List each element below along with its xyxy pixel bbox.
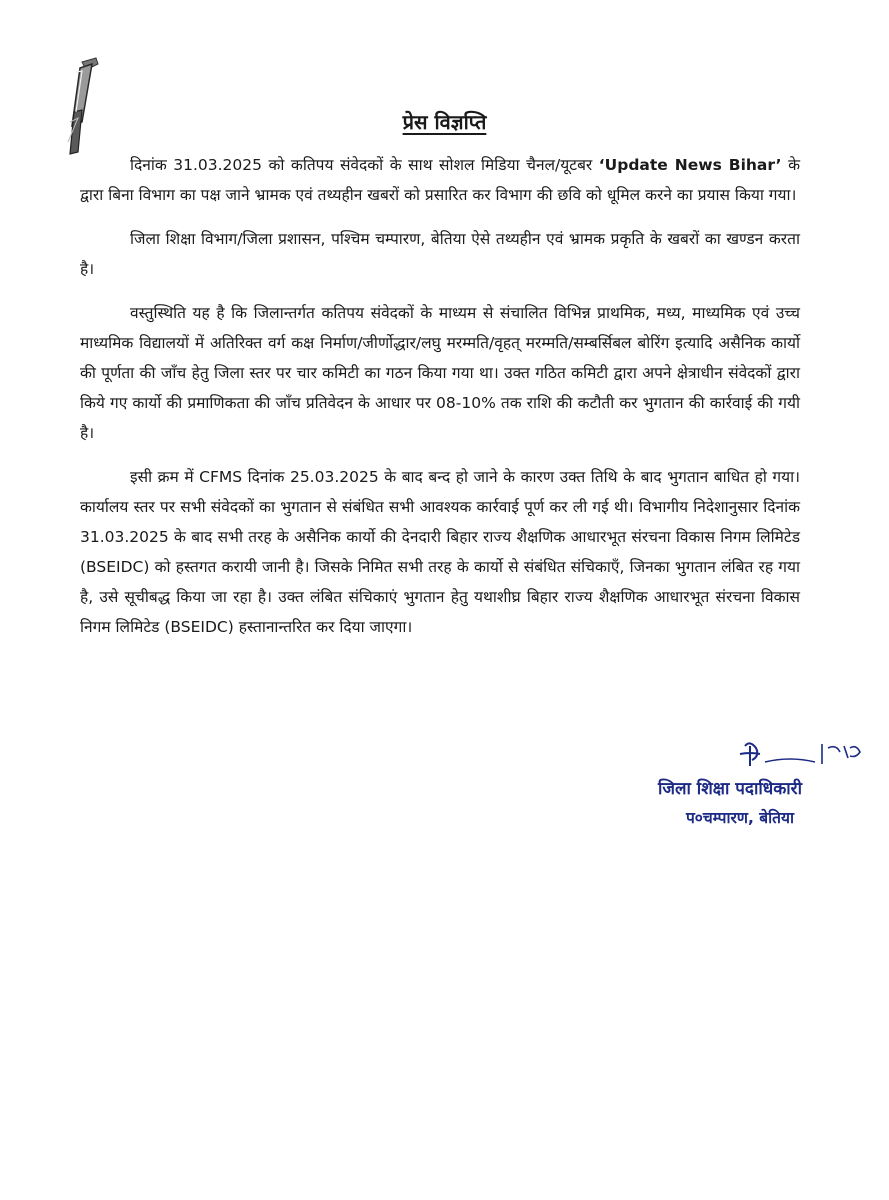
signatory-location: प०चम्पारण, बेतिया: [685, 809, 794, 827]
signatory-title: जिला शिक्षा पदाधिकारी: [657, 779, 803, 799]
paragraph-3: वस्तुस्थिति यह है कि जिलान्तर्गत कतिपय संवेदकों के माध्यम से संचालित विभिन्न प्राथमिक, मध्य, माध्यमिक एवं उच्च माध्यमिक विद्यालयों में अतिरिक्त वर्ग कक्ष निर्माण/जीर्णोद्धार/लघु मरम्मति/वृहत् मरम्मति/सम्बर्सिबल बोरिंग इत्यादि असैनिक कार्यो की पूर्णता की जाँच हेतु जिला स्तर पर चार कमिटी का गठन किया गया था। उक्त गठित कमिटी द्वारा अपने क्षेत्राधीन संवेदकों द्वारा किये गए कार्यो की प्रमाणिकता की जाँच प्रतिवेदन के आधार पर 08-10% तक राशि की कटौती कर भुगतान की कार्रवाई की गयी है।: [80, 304, 800, 442]
paragraph-1: [80, 150, 800, 210]
page-title: [0, 108, 889, 135]
title-text: प्रेस विज्ञप्ति: [402, 110, 487, 134]
paragraph-1-channel-name: ‘Update News Bihar’: [598, 156, 782, 174]
paragraph-1-before: दिनांक 31.03.2025 को कतिपय संवेदकों के साथ सोशल मिडिया चैनल/यूटबर: [130, 156, 599, 174]
paragraph-2: जिला शिक्षा विभाग/जिला प्रशासन, पश्चिम चम्पारण, बेतिया ऐसे तथ्यहीन एवं भ्रामक प्रकृति के खबरों का खण्डन करता है।: [80, 230, 800, 278]
paragraph-1-after: के द्वारा बिना विभाग का पक्ष जाने भ्रामक एवं तथ्यहीन खबरों को प्रसारित कर विभाग की छवि को धूमिल करने का प्रयास किया गया।: [80, 156, 800, 204]
document-body: [80, 150, 800, 656]
binder-clip-icon: [52, 52, 122, 162]
paragraph-4: इसी क्रम में CFMS दिनांक 25.03.2025 के बाद बन्द हो जाने के कारण उक्त तिथि के बाद भुगतान बाधित हो गया। कार्यालय स्तर पर सभी संवेदकों का भुगतान से संबंधित सभी आवश्यक कार्रवाई पूर्ण कर ली गई थी। विभागीय निदेशानुसार दिनांक 31.03.2025 के बाद सभी तरह के असैनिक कार्यो की देनदारी बिहार राज्य शैक्षणिक आधारभूत संरचना विकास निगम लिमिटेड (BSEIDC) को हस्तगत करायी जानी है। जिसके निमित सभी तरह के कार्यो से संबंधित संचिकाएँ, जिनका भुगतान लंबित रह गया है, उसे सूचीबद्ध किया जा रहा है। उक्त लंबित संचिकाएं भुगतान हेतु यथाशीघ्र बिहार राज्य शैक्षणिक आधारभूत संरचना विकास निगम लिमिटेड (BSEIDC) हस्तानान्तरित कर दिया जाएगा।: [80, 468, 800, 636]
signature-block: [600, 738, 870, 848]
